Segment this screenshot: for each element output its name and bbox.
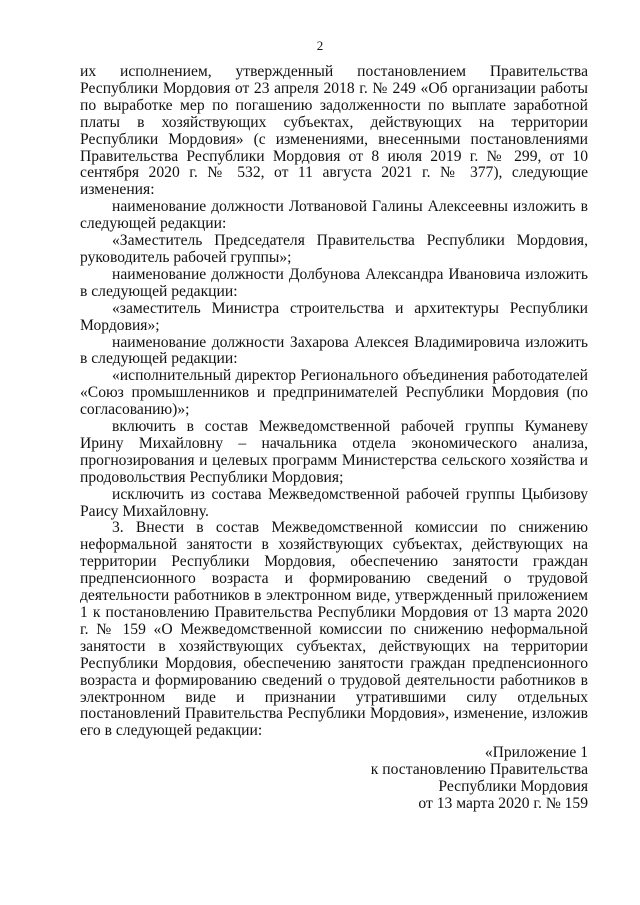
paragraph: «исполнительный директор Регионального объединения работодателей «Союз промышленников и предпринимателей Республики Мордовия (по согласованию)»; [80,367,588,419]
appendix-line: от 13 марта 2020 г. № 159 [418,795,588,812]
appendix-line: Республики Мордовия [438,778,588,795]
paragraph: 3. Внести в состав Межведомственной комиссии по снижению неформальной занятости в хозяйствующих субъектах, действующих на территории Республики Мордовия, обеспечению занятости граждан предпенсионного возраста и формированию сведений о трудовой деятельности работников в электронном виде, утвержденный приложением 1 к постановлению Правительства Республики Мордовия от 13 марта 2020 г. № 159 «О Межведомственной комиссии по снижению неформальной занятости в хозяйствующих субъектах, действующих на территории Республики Мордовия, обеспечению занятости граждан предпенсионного возраста и формированию сведений о трудовой деятельности работников в электронном виде и признании утратившими силу отдельных постановлений Правительства Республики Мордовия», изменение, изложив его в следующей редакции: [80,519,588,740]
paragraph: «Заместитель Председателя Правительства Республики Мордовия, руководитель рабочей группы»; [80,232,588,266]
document-body [80,64,588,740]
paragraph: наименование должности Захарова Алексея Владимировича изложить в следующей редакции: [80,333,588,368]
paragraph: наименование должности Долбунова Александра Ивановича изложить в следующей редакции: [80,265,588,300]
page-number: 2 [316,38,324,53]
appendix-reference [288,744,588,812]
appendix-line: «Приложение 1 [484,744,588,761]
paragraph: включить в состав Межведомственной рабочей группы Куманеву Ирину Михайловну – начальника отдела экономического анализа, прогнозирования и целевых программ Министерства сельского хозяйства и продовольствия Республики Мордовия; [80,418,588,486]
appendix-line: к постановлению Правительства [370,761,588,778]
paragraph: их исполнением, утвержденный постановлением Правительства Республики Мордовия от 23 апреля 2018 г. № 249 «Об организации работы по выработке мер по погашению задолженности по выплате заработной платы в хозяйствующих субъектах, действующих на территории Республики Мордовия» (с изменениями, внесенными постановлениями Правительства Республики Мордовия от 8 июля 2019 г. № 299, от 10 сентября 2020 г. № 532, от 11 августа 2021 г. № 377), следующие изменения: [80,63,588,199]
paragraph: «заместитель Министра строительства и архитектуры Республики Мордовия»; [80,299,588,334]
paragraph: исключить из состава Межведомственной рабочей группы Цыбизову Раису Михайловну. [80,485,588,520]
paragraph: наименование должности Лотвановой Галины Алексеевны изложить в следующей редакции: [80,198,588,233]
